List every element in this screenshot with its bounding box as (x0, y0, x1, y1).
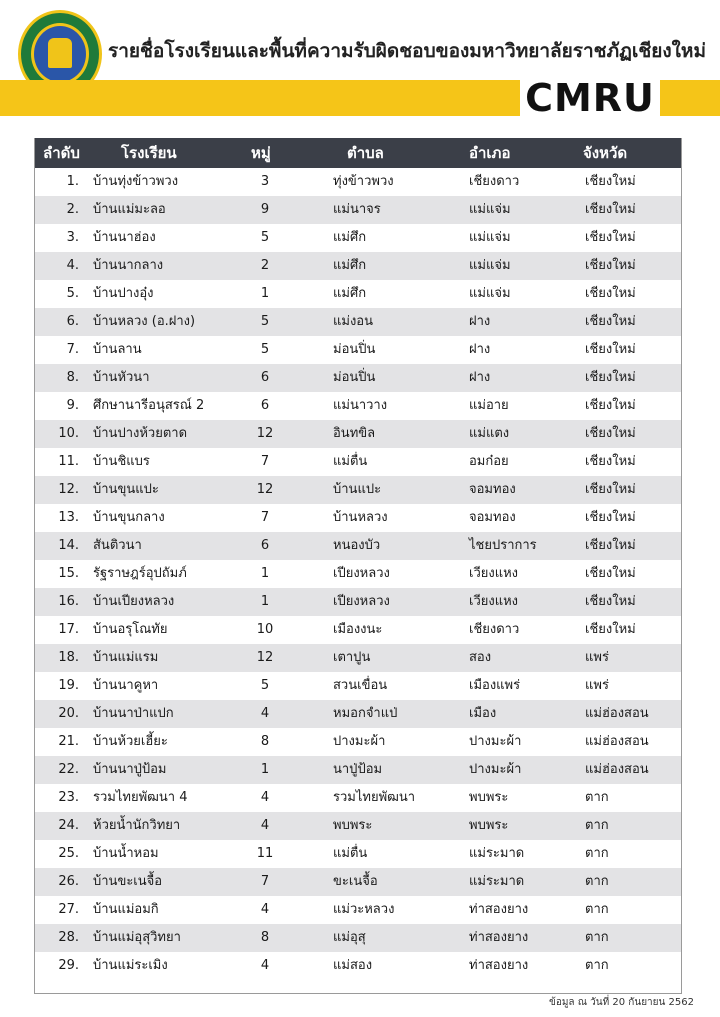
row-order: 16. (58, 594, 79, 609)
row-province: ตาก (585, 902, 609, 917)
row-order: 24. (58, 818, 79, 833)
row-tambon: แม่ตื่น (333, 846, 368, 861)
row-amphoe: แม่แจ่ม (469, 286, 511, 301)
row-moo: 4 (260, 706, 270, 721)
row-moo: 7 (260, 510, 270, 525)
table-header (35, 138, 681, 168)
row-amphoe: จอมทอง (469, 482, 516, 497)
table-row (35, 784, 681, 812)
row-amphoe: เชียงดาว (469, 622, 520, 637)
row-school: บ้านหลวง (อ.ฝาง) (93, 314, 196, 329)
row-province: เชียงใหม่ (585, 286, 636, 301)
row-order: 6. (66, 314, 79, 329)
table-row (35, 672, 681, 700)
logo-emblem-icon (31, 23, 89, 85)
table-row (35, 504, 681, 532)
row-moo: 6 (260, 398, 270, 413)
row-amphoe: ท่าสองยาง (469, 958, 529, 973)
row-moo: 4 (260, 790, 270, 805)
row-amphoe: พบพระ (469, 790, 509, 805)
row-order: 23. (58, 790, 79, 805)
row-school: รวมไทยพัฒนา 4 (93, 790, 188, 805)
row-tambon: ม่อนปิ่น (333, 370, 376, 385)
table-row (35, 896, 681, 924)
table-row (35, 168, 681, 196)
row-order: 2. (66, 202, 79, 217)
row-order: 7. (66, 342, 79, 357)
row-moo: 6 (260, 370, 270, 385)
row-moo: 2 (260, 258, 270, 273)
row-tambon: ขะเนจื้อ (333, 874, 378, 889)
row-tambon: นาปู่ป้อม (333, 762, 383, 777)
row-amphoe: อมก๋อย (469, 454, 509, 469)
row-tambon: หนองบัว (333, 538, 381, 553)
row-province: ตาก (585, 874, 609, 889)
row-school: บ้านนาป่าแปก (93, 706, 174, 721)
row-order: 15. (58, 566, 79, 581)
row-school: บ้านขุนแปะ (93, 482, 159, 497)
row-amphoe: พบพระ (469, 818, 509, 833)
data-date-note: ข้อมูล ณ วันที่ 20 กันยายน 2562 (548, 997, 694, 1008)
row-province: ตาก (585, 818, 609, 833)
column-header-moo: หมู่ (251, 144, 271, 162)
row-tambon: แม่วะหลวง (333, 902, 395, 917)
row-amphoe: ปางมะผ้า (469, 734, 522, 749)
row-school: บ้านขุนกลาง (93, 510, 165, 525)
row-order: 9. (66, 398, 79, 413)
row-amphoe: แม่ระมาด (469, 874, 525, 889)
row-school: บ้านน้ำหอม (93, 846, 159, 861)
row-province: ตาก (585, 790, 609, 805)
row-tambon: แม่ตื่น (333, 454, 368, 469)
table-row (35, 644, 681, 672)
row-moo: 3 (260, 174, 270, 189)
row-school: บ้านชิแบร (93, 454, 150, 469)
row-amphoe: แม่แจ่ม (469, 258, 511, 273)
column-header-order: ลำดับ (43, 144, 80, 162)
table-row (35, 448, 681, 476)
row-order: 4. (66, 258, 79, 273)
row-province: เชียงใหม่ (585, 482, 636, 497)
row-order: 26. (58, 874, 79, 889)
row-order: 17. (58, 622, 79, 637)
column-header-school: โรงเรียน (121, 144, 177, 162)
row-order: 22. (58, 762, 79, 777)
row-amphoe: ปางมะผ้า (469, 762, 522, 777)
row-tambon: แม่นาจร (333, 202, 381, 217)
row-moo: 5 (260, 342, 270, 357)
row-order: 10. (58, 426, 79, 441)
row-province: เชียงใหม่ (585, 174, 636, 189)
row-order: 29. (58, 958, 79, 973)
row-school: บ้านแม่อมกิ (93, 902, 159, 917)
row-school: บ้านแม่ระเมิง (93, 958, 168, 973)
row-amphoe: ฝาง (469, 342, 491, 357)
row-amphoe: แม่ระมาด (469, 846, 525, 861)
row-order: 18. (58, 650, 79, 665)
logo-crest-icon (48, 38, 72, 68)
row-amphoe: ไชยปราการ (469, 538, 537, 553)
table-row (35, 392, 681, 420)
row-order: 28. (58, 930, 79, 945)
table-row (35, 728, 681, 756)
row-order: 1. (66, 174, 79, 189)
row-tambon: แม่ศึก (333, 230, 367, 245)
row-order: 11. (58, 454, 79, 469)
row-school: บ้านอรุโณทัย (93, 622, 168, 637)
row-amphoe: เมืองแพร่ (469, 678, 521, 693)
row-order: 27. (58, 902, 79, 917)
row-province: แม่ฮ่องสอน (585, 706, 649, 721)
row-school: บ้านทุ่งข้าวพวง (93, 174, 179, 189)
table-row (35, 812, 681, 840)
table-row (35, 924, 681, 952)
row-amphoe: แม่แตง (469, 426, 510, 441)
table-row (35, 252, 681, 280)
row-school: บ้านนากลาง (93, 258, 164, 273)
row-tambon: เปียงหลวง (333, 594, 390, 609)
row-amphoe: แม่แจ่ม (469, 202, 511, 217)
row-province: ตาก (585, 958, 609, 973)
row-amphoe: ท่าสองยาง (469, 902, 529, 917)
row-order: 25. (58, 846, 79, 861)
row-tambon: แม่งอน (333, 314, 373, 329)
row-tambon: เมืองงนะ (333, 622, 383, 637)
row-amphoe: จอมทอง (469, 510, 516, 525)
table-row (35, 420, 681, 448)
row-school: บ้านหัวนา (93, 370, 150, 385)
table-row (35, 532, 681, 560)
table-row (35, 476, 681, 504)
row-tambon: แม่ศึก (333, 286, 367, 301)
row-moo: 10 (256, 622, 274, 637)
row-moo: 12 (256, 650, 274, 665)
row-tambon: บ้านหลวง (333, 510, 388, 525)
row-tambon: บ้านแปะ (333, 482, 382, 497)
table-row (35, 756, 681, 784)
row-moo: 7 (260, 874, 270, 889)
row-province: เชียงใหม่ (585, 342, 636, 357)
row-tambon: ทุ่งข้าวพวง (333, 174, 394, 189)
row-school: บ้านปางอุ๋ง (93, 286, 154, 301)
row-school: รัฐราษฎร์อุปถัมภ์ (93, 566, 187, 581)
row-province: แพร่ (585, 650, 609, 665)
row-amphoe: เวียงแหง (469, 594, 519, 609)
row-moo: 4 (260, 958, 270, 973)
row-amphoe: แม่แจ่ม (469, 230, 511, 245)
table-row (35, 560, 681, 588)
row-province: เชียงใหม่ (585, 426, 636, 441)
row-tambon: ม่อนปิ่น (333, 342, 376, 357)
row-order: 3. (66, 230, 79, 245)
row-province: เชียงใหม่ (585, 566, 636, 581)
row-tambon: รวมไทยพัฒนา (333, 790, 416, 805)
row-province: แม่ฮ่องสอน (585, 734, 649, 749)
row-amphoe: ฝาง (469, 370, 491, 385)
row-amphoe: เวียงแหง (469, 566, 519, 581)
column-header-tambon: ตำบล (347, 144, 384, 162)
row-school: บ้านนาปู่ป้อม (93, 762, 167, 777)
row-moo: 4 (260, 902, 270, 917)
row-amphoe: ท่าสองยาง (469, 930, 529, 945)
row-school: บ้านแม่อุสุวิทยา (93, 930, 181, 945)
table-row (35, 868, 681, 896)
row-moo: 1 (260, 594, 270, 609)
row-order: 20. (58, 706, 79, 721)
row-moo: 5 (260, 678, 270, 693)
row-amphoe: เชียงดาว (469, 174, 520, 189)
row-province: แพร่ (585, 678, 609, 693)
row-order: 14. (58, 538, 79, 553)
row-tambon: แม่สอง (333, 958, 373, 973)
table-body (35, 168, 681, 980)
row-school: บ้านแม่แรม (93, 650, 159, 665)
row-tambon: แม่นาวาง (333, 398, 388, 413)
row-tambon: อินทขิล (333, 426, 376, 441)
row-moo: 5 (260, 314, 270, 329)
brand-badge: CMRU (520, 76, 660, 120)
row-province: เชียงใหม่ (585, 370, 636, 385)
row-province: เชียงใหม่ (585, 314, 636, 329)
row-school: บ้านเปียงหลวง (93, 594, 175, 609)
table-row (35, 700, 681, 728)
table-row (35, 840, 681, 868)
row-moo: 12 (256, 426, 274, 441)
row-tambon: เปียงหลวง (333, 566, 390, 581)
column-header-amphoe: อำเภอ (469, 144, 511, 162)
row-province: เชียงใหม่ (585, 230, 636, 245)
row-moo: 6 (260, 538, 270, 553)
row-tambon: แม่ศึก (333, 258, 367, 273)
row-order: 19. (58, 678, 79, 693)
row-school: ศึกษานารีอนุสรณ์ 2 (93, 398, 205, 413)
row-school: บ้านแม่มะลอ (93, 202, 166, 217)
row-order: 12. (58, 482, 79, 497)
row-school: บ้านนาฮ่อง (93, 230, 156, 245)
row-tambon: แม่อุสุ (333, 930, 366, 945)
row-tambon: สวนเขื่อน (333, 678, 388, 693)
row-province: เชียงใหม่ (585, 510, 636, 525)
row-order: 5. (66, 286, 79, 301)
row-school: ห้วยน้ำนักวิทยา (93, 818, 181, 833)
row-moo: 1 (260, 762, 270, 777)
row-school: บ้านปางห้วยตาด (93, 426, 188, 441)
row-moo: 11 (256, 846, 274, 861)
row-amphoe: สอง (469, 650, 492, 665)
table-row (35, 588, 681, 616)
row-moo: 1 (260, 286, 270, 301)
row-school: บ้านห้วยเฮี้ยะ (93, 734, 168, 749)
row-moo: 5 (260, 230, 270, 245)
row-amphoe: ฝาง (469, 314, 491, 329)
row-moo: 8 (260, 930, 270, 945)
table-row (35, 616, 681, 644)
page-title: รายชื่อโรงเรียนและพื้นที่ความรับผิดชอบของมหาวิทยาลัยราชภัฏเชียงใหม่ (108, 40, 706, 62)
row-school: บ้านนาคูหา (93, 678, 159, 693)
row-moo: 8 (260, 734, 270, 749)
row-amphoe: เมือง (469, 706, 497, 721)
row-province: เชียงใหม่ (585, 398, 636, 413)
row-province: ตาก (585, 930, 609, 945)
row-tambon: พบพระ (333, 818, 373, 833)
school-table (34, 138, 682, 994)
row-province: เชียงใหม่ (585, 258, 636, 273)
row-tambon: ปางมะผ้า (333, 734, 386, 749)
table-row (35, 280, 681, 308)
table-row (35, 336, 681, 364)
table-row (35, 364, 681, 392)
row-moo: 7 (260, 454, 270, 469)
row-moo: 1 (260, 566, 270, 581)
row-school: บ้านลาน (93, 342, 142, 357)
row-order: 21. (58, 734, 79, 749)
row-order: 13. (58, 510, 79, 525)
row-amphoe: แม่อาย (469, 398, 509, 413)
row-tambon: หมอกจำแป่ (333, 706, 398, 721)
row-moo: 9 (260, 202, 270, 217)
table-row (35, 952, 681, 980)
row-province: ตาก (585, 846, 609, 861)
row-moo: 4 (260, 818, 270, 833)
row-tambon: เตาปูน (333, 650, 371, 665)
row-province: เชียงใหม่ (585, 622, 636, 637)
table-row (35, 308, 681, 336)
row-province: แม่ฮ่องสอน (585, 762, 649, 777)
row-moo: 12 (256, 482, 274, 497)
row-province: เชียงใหม่ (585, 594, 636, 609)
table-row (35, 224, 681, 252)
column-header-province: จังหวัด (583, 144, 628, 162)
row-school: บ้านขะเนจื้อ (93, 874, 163, 889)
table-row (35, 196, 681, 224)
row-order: 8. (66, 370, 79, 385)
row-province: เชียงใหม่ (585, 454, 636, 469)
row-school: สันติวนา (93, 538, 142, 553)
row-province: เชียงใหม่ (585, 202, 636, 217)
row-province: เชียงใหม่ (585, 538, 636, 553)
